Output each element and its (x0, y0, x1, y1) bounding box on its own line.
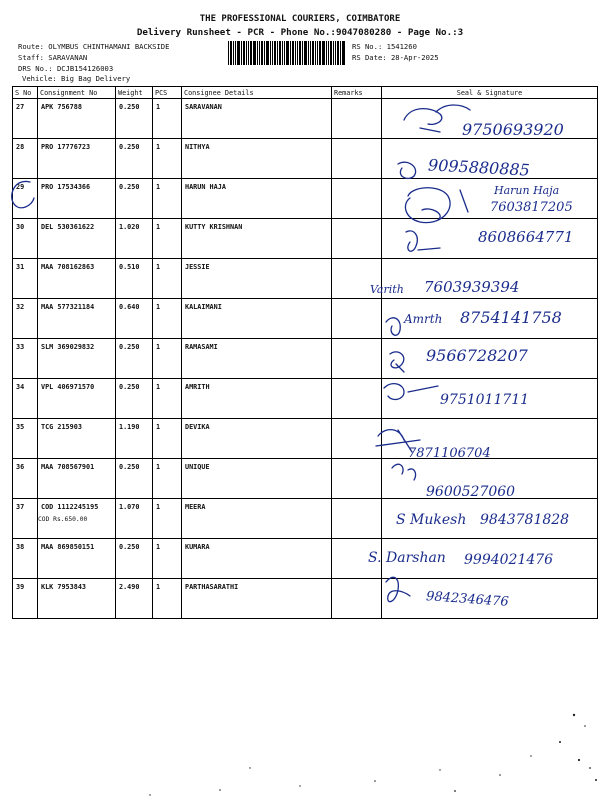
signature-phone-27: 9750693920 (462, 120, 564, 139)
row-sno: 30 (13, 219, 38, 259)
row-consignment: TCG 215903 (38, 419, 116, 459)
row-consignment: PRO 17776723 (38, 139, 116, 179)
col-remarks: Remarks (332, 87, 382, 99)
signature-name-38: S. Darshan (368, 550, 446, 566)
row-sno: 38 (13, 539, 38, 579)
route-label: Route: OLYMBUS CHINTHAMANI BACKSIDE (18, 42, 170, 51)
row-consignment: VPL 406971570 (38, 379, 116, 419)
row-weight: 0.250 (116, 339, 153, 379)
drs-number: DRS No.: DCJB154126003 (18, 64, 114, 73)
row-weight: 0.250 (116, 459, 153, 499)
row-pcs: 1 (153, 259, 182, 299)
cod-amount: COD Rs.650.00 (38, 516, 88, 523)
row-consignment: MAA 869850151 (38, 539, 116, 579)
row-consignee: JESSIE (182, 259, 332, 299)
row-weight: 1.070 (116, 499, 153, 539)
signature-phone-33: 9566728207 (426, 346, 528, 365)
signature-phone-30: 8608664771 (478, 228, 574, 246)
row-consignee: HARUN HAJA (182, 179, 332, 219)
row-pcs: 1 (153, 379, 182, 419)
row-weight: 0.510 (116, 259, 153, 299)
row-sno: 35 (13, 419, 38, 459)
row-consignee: KUTTY KRISHNAN (182, 219, 332, 259)
rs-number: RS No.: 1541260 (352, 42, 417, 51)
row-consignee: MEERA (182, 499, 332, 539)
row-weight: 1.190 (116, 419, 153, 459)
row-consignee: KUMARA (182, 539, 332, 579)
staff-label: Staff: SARAVANAN (18, 53, 88, 62)
signature-phone-32: 8754141758 (460, 308, 562, 327)
row-pcs: 1 (153, 539, 182, 579)
row-sno: 29 (13, 179, 38, 219)
row-consignee: KALAIMANI (182, 299, 332, 339)
row-pcs: 1 (153, 339, 182, 379)
row-consignment-no: COD 1112245195 (41, 503, 99, 511)
row-sno: 27 (13, 99, 38, 139)
row-pcs: 1 (153, 179, 182, 219)
row-consignee: DEVIKA (182, 419, 332, 459)
signature-phone-35: 7871106704 (408, 446, 491, 461)
signature-phone-36: 9600527060 (426, 484, 516, 500)
row-sno: 34 (13, 379, 38, 419)
row-pcs: 1 (153, 99, 182, 139)
col-consignment: Consignment No (38, 87, 116, 99)
row-sno: 39 (13, 579, 38, 619)
signature-phone-34: 9751011711 (440, 392, 530, 408)
row-pcs: 1 (153, 419, 182, 459)
row-consignee: AMRITH (182, 379, 332, 419)
row-weight: 0.250 (116, 379, 153, 419)
row-consignee: NITHYA (182, 139, 332, 179)
row-sno: 37 (13, 499, 38, 539)
row-pcs: 1 (153, 499, 182, 539)
row-pcs: 1 (153, 139, 182, 179)
signature-phone-28: 9095880885 (427, 155, 531, 180)
row-sno: 36 (13, 459, 38, 499)
row-pcs: 1 (153, 219, 182, 259)
row-consignment: DEL 530361622 (38, 219, 116, 259)
row-consignment: PRO 17534366 (38, 179, 116, 219)
row-sno: 31 (13, 259, 38, 299)
signature-name-29: Harun Haja (494, 184, 560, 197)
row-consignment: MAA 708162863 (38, 259, 116, 299)
row-consignee: RAMASAMI (182, 339, 332, 379)
signature-phone-38: 9994021476 (464, 552, 554, 568)
row-consignment: SLM 369029832 (38, 339, 116, 379)
row-consignee: SARAVANAN (182, 99, 332, 139)
rs-date: RS Date: 28-Apr-2025 (352, 53, 439, 62)
row-sno: 32 (13, 299, 38, 339)
signature-name-31: Varith (370, 283, 404, 296)
signature-name-37: S Mukesh (396, 512, 467, 528)
row-weight: 0.250 (116, 139, 153, 179)
signature-phone-31: 7603939394 (424, 278, 520, 296)
row-sno: 33 (13, 339, 38, 379)
runsheet-subtitle: Delivery Runsheet - PCR - Phone No.:9047080280 - Page No.:3 (136, 27, 464, 38)
vehicle-label: Vehicle: Big Bag Delivery (22, 74, 131, 83)
row-pcs: 1 (153, 579, 182, 619)
signature-phone-37: 9843781828 (480, 512, 570, 528)
row-consignment: MAA 577321184 (38, 299, 116, 339)
row-pcs: 1 (153, 299, 182, 339)
row-sno: 28 (13, 139, 38, 179)
row-consignee: PARTHASARATHI (182, 579, 332, 619)
col-pcs: PCS (153, 87, 182, 99)
col-consignee: Consignee Details (182, 87, 332, 99)
row-weight: 0.250 (116, 539, 153, 579)
row-weight: 0.640 (116, 299, 153, 339)
row-weight: 1.020 (116, 219, 153, 259)
row-consignee: UNIQUE (182, 459, 332, 499)
signature-name-32: Amrth (404, 312, 443, 326)
row-weight: 2.490 (116, 579, 153, 619)
row-weight: 0.250 (116, 179, 153, 219)
signature-phone-29: 7603817205 (490, 200, 573, 215)
col-weight: Weight (116, 87, 153, 99)
row-consignment: MAA 708567901 (38, 459, 116, 499)
signature-phone-39: 9842346476 (425, 589, 510, 610)
row-pcs: 1 (153, 459, 182, 499)
col-seal: Seal & Signature (382, 87, 598, 99)
row-consignment: APK 756788 (38, 99, 116, 139)
company-title: THE PROFESSIONAL COURIERS, COIMBATORE (199, 14, 401, 24)
row-weight: 0.250 (116, 99, 153, 139)
col-sno: S No (13, 87, 38, 99)
row-consignment: KLK 7953843 (38, 579, 116, 619)
